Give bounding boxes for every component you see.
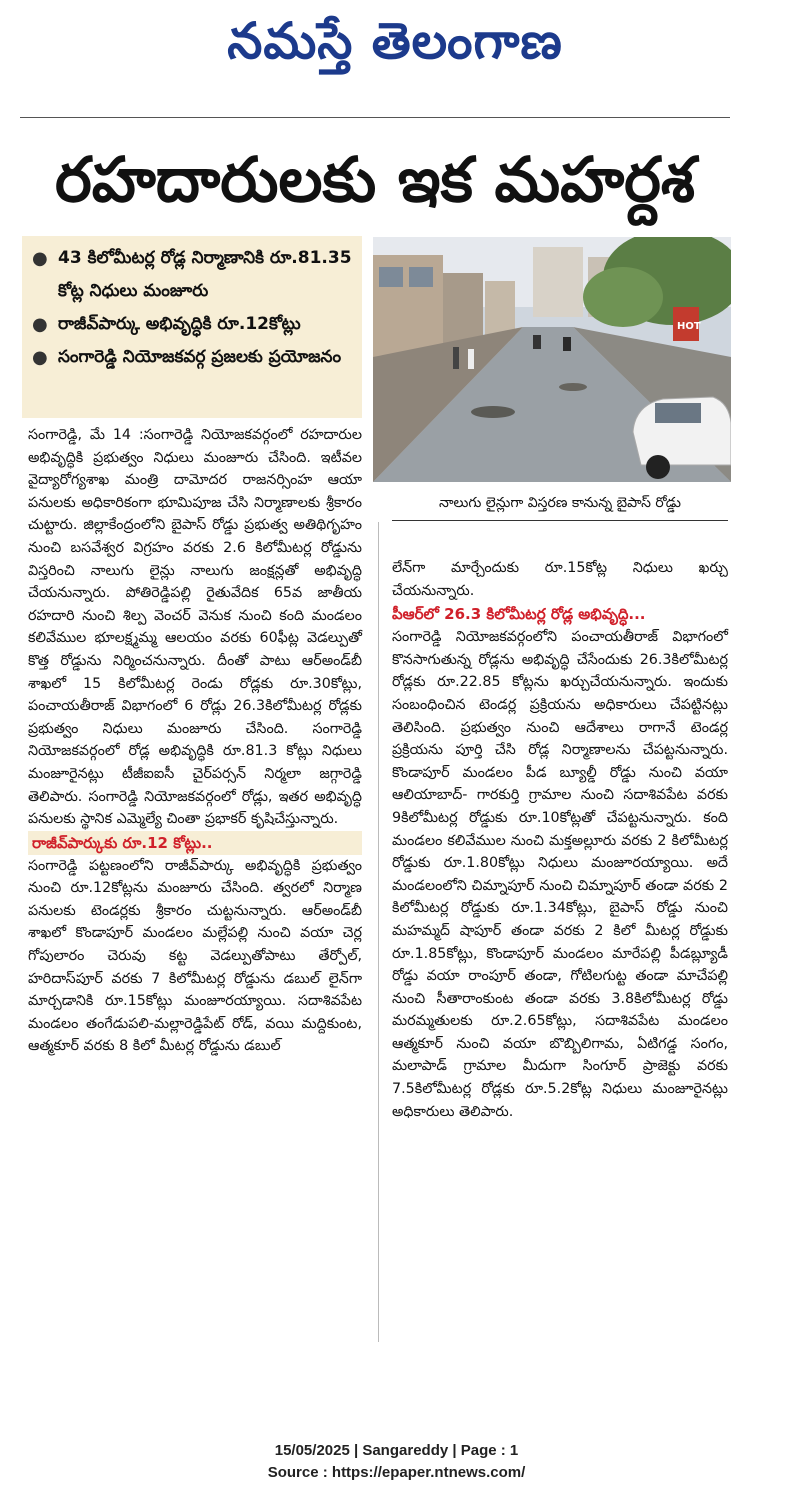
road-scene-illustration (373, 237, 731, 482)
bullet-icon: ● (32, 347, 48, 368)
column-divider (378, 522, 379, 1342)
masthead-logo: నమస్తే తెలంగాణ (227, 12, 563, 70)
highlight-text: 43 కిలోమీటర్ల రోడ్ల నిర్మాణానికి రూ.81.35 కోట్ల నిధులు మంజూరు (58, 248, 352, 301)
article-column-right (392, 557, 728, 1123)
article-paragraph: లేన్‌గా మార్చేందుకు రూ.15కోట్ల నిధులు ఖర్చు చేయనున్నారు. (392, 560, 728, 599)
highlight-text: రాజీవ్‌పార్కు అభివృద్ధికి రూ.12కోట్లు (58, 314, 301, 334)
footer-source: Source : https://epaper.ntnews.com/ (267, 1464, 526, 1481)
article-paragraph: సంగారెడ్డి నియోజకవర్గంలోని పంచాయతీరాజ్‌ విభాగంలో కొనసాగుతున్న రోడ్లను అభివృద్ధి చేసేందుకు 26.3కిలోమీటర్ల రోడ్లకు రూ.22.85 కోట్లను ఖర్చుచేయనున్నారు. ఇందుకు సంబంధించిన టెండర్ల ప్రక్రియను అధికారులు చేపట్టినట్లు తెలిసింది. ప్రభుత్వం నుంచి ఆదేశాలు రాగానే టెండర్ల ప్రక్రియను పూర్తి చేసి రోడ్ల నిర్మాణాలను చేపట్టనున్నారు. కొండాపూర్‌ మండలం పీడ బ్యూల్డీ రోడ్డు నుంచి వయా ఆలియాబాద్‌- గారకుర్తి గ్రామాల నుంచి సదాశివపేట వరకు 9కిలోమీటర్ల రోడ్డుకు రూ.10కోట్లతో చేపట్టనున్నారు. కంది మండలం కలివేముల నుంచి మక్తఅల్లూరు వరకు 2 కిలోమీటర్ల రోడ్డుకు రూ.1.80కోట్లు నిధులు మంజూరయ్యాయి. అదే మండలంలోని చిమ్నాపూర్‌ నుంచి చిమ్నాపూర్‌ తండా వరకు 2 కిలోమీటర్ల రోడ్డుకు రూ.1.34కోట్లు, బైపాస్‌ రోడ్డు నుంచి మహమ్మద్‌ షాపూర్‌ తండా వరకు 2 కిలో మీటర్ల రోడ్డుకు రూ.1.85కోట్లు, కొండాపూర్‌ మండలం మారేపల్లి పీడబ్ల్యూడీ రోడ్డు వయా రాంపూర్‌ తండా, గోటిలగుట్ట తండా మాచేపల్లి నుంచి సీతారాంకుంట తండా వరకు 3.8కిలోమీటర్ల రోడ్డు మరమ్మతులకు రూ.2.65కోట్లు, సదాశివపేట మండలం ఆత్మకూర్‌ నుంచి వయా బొబ్బిలిగామ, ఏటిగడ్డ సంగం, మలాపాడ్‌ గ్రామాల మీదుగా సింగూర్‌ ప్రాజెక్టు వరకు 7.5కిలోమీటర్ల రోడ్లకు రూ.5.2కోట్ల నిధులు మంజూరైనట్లు అధికారులు తెలిపారు. (392, 629, 728, 1120)
article-column-left (28, 424, 362, 1058)
article-paragraph: సంగారెడ్డి, మే 14 :సంగారెడ్డి నియోజకవర్గంలో రహదారుల అభివృద్ధికి ప్రభుత్వం నిధులు మంజూరు చేసింది. ఇటీవల వైద్యారోగ్యశాఖ మంత్రి దామోదర రాజనర్సింహ ఆయా పనులకు అధికారికంగా భూమిపూజ చేసి నిర్మాణాలకు శ్రీకారం చుట్టారు. జిల్లాకేంద్రంలోని బైపాస్‌ రోడ్డు ప్రభుత్వ అతిథిగృహం నుంచి బసవేశ్వర విగ్రహం వరకు 2.6 కిలోమీటర్ల రోడ్డును విస్తరించి నాలుగు లైన్లు నాలుగు జంక్షన్లతో అభివృద్ధి చేయనున్నారు. పోతిరెడ్డిపల్లి రైతువేదిక 65వ జాతీయ రహదారి నుంచి శిల్ప వెంచర్‌ వెనుక నుంచి కంది మండలం కలివేముల భూలక్ష్మమ్మ ఆలయం వరకు 60ఫీట్ల వెడల్పుతో కొత్త రోడ్డును నిర్మించనున్నారు. దీంతో పాటు ఆర్‌అండ్‌బీ శాఖలో 15 కిలోమీటర్ల రెండు రోడ్లకు రూ.30కోట్లు, పంచాయతీరాజ్‌ విభాగంలో 6 రోడ్లు 26.3కిలోమీటర్ల రోడ్లకు ప్రభుత్వం నిధులు మంజూరు చేసింది. సంగారెడ్డి నియోజకవర్గంలో రోడ్ల అభివృద్ధికి రూ.81.3 కోట్లు నిధులు మంజూరైనట్లు టీజీఐఐసీ చైర్‌పర్సన్‌ నిర్మలా జగ్గారెడ్డి తెలిపారు. సంగారెడ్డి నియోజకవర్గంలో రోడ్లు, ఇతర అభివృద్ధి పనులకు స్థానిక ఎమ్మెల్యే చింతా ప్రభాకర్‌ కృషిచేస్తున్నారు. (28, 427, 362, 828)
footer-dateline: 15/05/2025 | Sangareddy | Page : 1 (274, 1442, 519, 1459)
highlight-text: సంగారెడ్డి నియోజకవర్గ ప్రజలకు ప్రయోజనం (58, 347, 342, 367)
highlight-item (32, 341, 352, 374)
highlight-item (32, 308, 352, 341)
photo-caption: నాలుగు లైన్లుగా విస్తరణ కానున్న బైపాస్‌ రోడ్డు (439, 495, 681, 511)
masthead-divider (20, 117, 730, 118)
headline: రహదారులకు ఇక మహర్దశ (54, 143, 696, 216)
bullet-icon: ● (32, 248, 48, 269)
subheading-rajiv-park: రాజీవ్‌పార్కుకు రూ.12 కోట్లు.. (28, 831, 362, 855)
article-paragraph: సంగారెడ్డి పట్టణంలోని రాజీవ్‌పార్కు అభివృద్ధికి ప్రభుత్వం నుంచి రూ.12కోట్లను మంజూరు చేసింది. త్వరలో నిర్మాణ పనులకు టెండర్లకు శ్రీకారం చుట్టనున్నారు. ఆర్‌అండ్‌బీ శాఖలో కొండాపూర్‌ మండలం మల్లేపల్లి నుంచి వయా చెర్ల గోపులారం చెరువు కట్ట వెడల్పుతోపాటు తేర్పోల్‌, హరిదాస్‌పూర్‌ వరకు 7 కిలోమీటర్ల రోడ్డును డబుల్‌ లైన్‌గా మార్చడానికి రూ.15కోట్లు మంజూరయ్యాయి. సదాశివపేట మండలం తంగేడుపలి-మల్లారెడ్డిపేట్‌ రోడ్‌, వయి మద్దికుంట, ఆత్మకూర్‌ వరకు 8 కిలో మీటర్ల రోడ్డును డబుల్‌ (28, 857, 362, 1055)
highlights-box (22, 236, 362, 418)
bypass-road-photo (373, 237, 731, 482)
bullet-icon: ● (32, 314, 48, 335)
shop-sign-text: HOT (677, 321, 701, 332)
page-footer (0, 1440, 793, 1484)
highlight-item (32, 242, 352, 308)
subheading-pr-roads: పీఆర్‌లో 26.3 కిలోమీటర్ల రోడ్ల అభివృద్ధి... (392, 605, 646, 624)
caption-divider (392, 520, 728, 521)
